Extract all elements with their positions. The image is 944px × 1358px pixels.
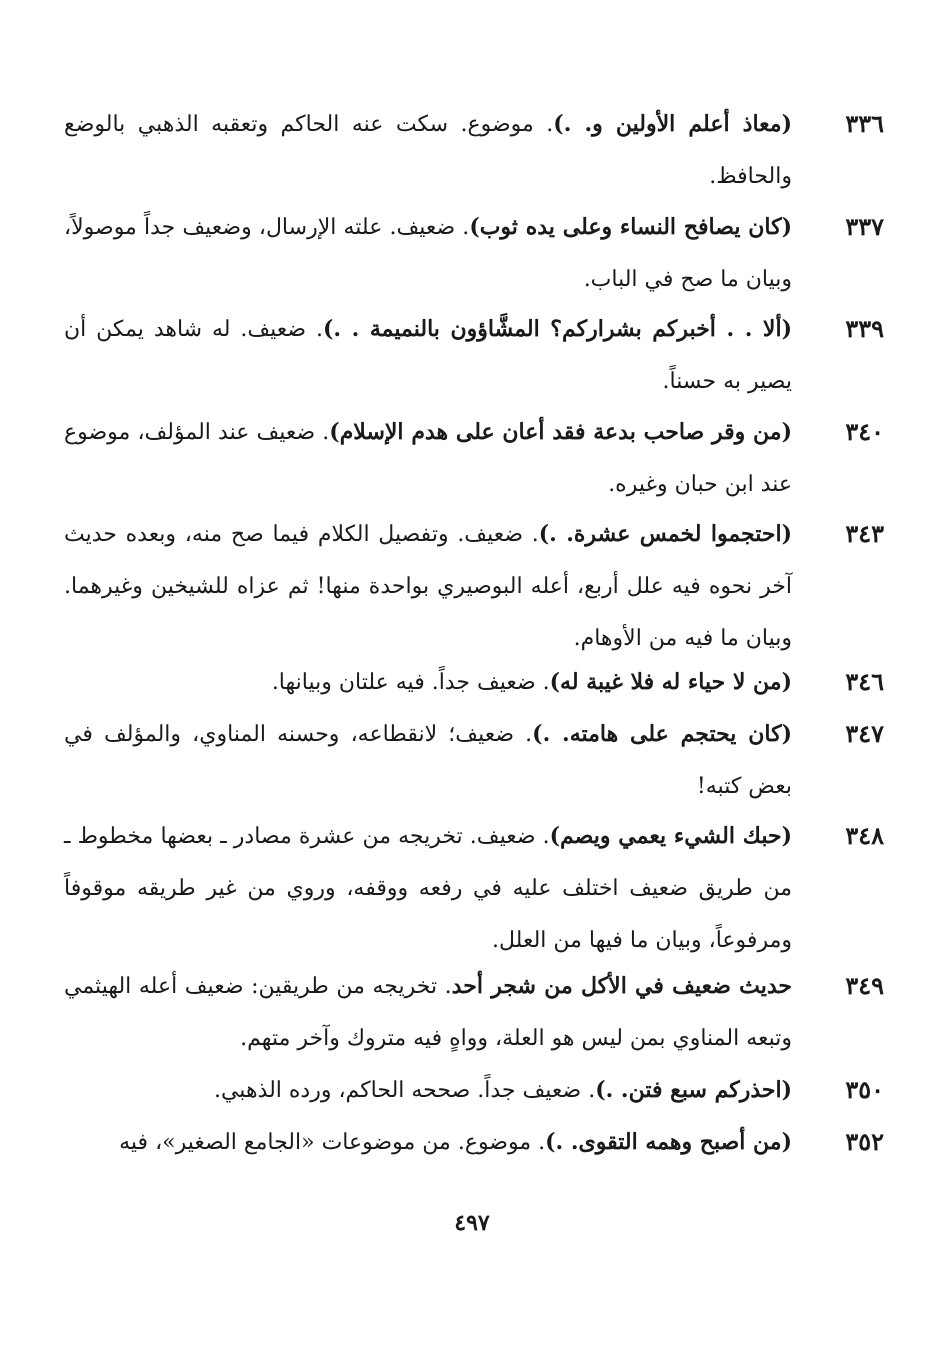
hadith-title: حديث ضعيف في الأكل من شجر أحد bbox=[451, 973, 793, 999]
hadith-ruling: . ضعيف جداً. صححه الحاكم، ورده الذهبي. bbox=[213, 1078, 596, 1103]
hadith-number: ٣٤٧ bbox=[845, 719, 884, 748]
hadith-title: (كان يحتجم على هامته. .) bbox=[532, 721, 792, 747]
entry-text bbox=[64, 810, 792, 967]
hadith-ruling: . موضوع. من موضوعات «الجامع الصغير»، فيه bbox=[119, 1130, 546, 1155]
entry-text bbox=[64, 656, 792, 709]
entry-text bbox=[64, 1064, 792, 1117]
hadith-ruling: . ضعيف عند المؤلف، موضوع عند ابن حبان وغيره. bbox=[64, 420, 792, 497]
entry-text bbox=[64, 406, 792, 511]
hadith-number: ٣٤٣ bbox=[845, 519, 884, 548]
hadith-title: (كان يصافح النساء وعلى يده ثوب) bbox=[469, 214, 793, 240]
hadith-number: ٣٤٠ bbox=[845, 417, 884, 446]
hadith-number: ٣٣٩ bbox=[845, 314, 884, 343]
hadith-ruling: . ضعيف جداً. فيه علتان وبيانها. bbox=[271, 670, 550, 695]
entry-text bbox=[64, 708, 792, 813]
hadith-title: (احتجموا لخمس عشرة. .) bbox=[538, 521, 792, 547]
hadith-ruling: . ضعيف. له شاهد يمكن أن يصير به حسناً. bbox=[64, 317, 792, 394]
hadith-ruling: . ضعيف. وتفصيل الكلام فيما صح منه، وبعده حديث آخر نحوه فيه علل أربع، أعله البوصيري بواحدة منها! ثم عزاه للشيخين وغيرهما. وبيان ما فيه من الأوهام. bbox=[64, 522, 792, 651]
hadith-title: (من أصبح وهمه التقوى. .) bbox=[545, 1129, 792, 1155]
entry-text bbox=[64, 960, 792, 1065]
hadith-ruling: . ضعيف. علته الإرسال، وضعيف جداً موصولاً، وبيان ما صح في الباب. bbox=[64, 215, 792, 292]
hadith-number: ٣٣٧ bbox=[845, 212, 884, 241]
hadith-number: ٣٤٦ bbox=[845, 667, 884, 696]
hadith-ruling: . ضعيف؛ لانقطاعه، وحسنه المناوي، والمؤلف في بعض كتبه! bbox=[64, 722, 792, 799]
hadith-number: ٣٤٨ bbox=[845, 821, 884, 850]
hadith-number: ٣٣٦ bbox=[845, 109, 884, 138]
entry-text bbox=[64, 1116, 792, 1169]
hadith-ruling: . تخريجه من طريقين: ضعيف أعله الهيثمي وتبعه المناوي بمن ليس هو العلة، وواهٍ فيه متروك وآخر متهم. bbox=[64, 974, 792, 1051]
hadith-title: (حبك الشيء يعمي ويصم) bbox=[549, 823, 792, 849]
hadith-title: (ألا . . أخبركم بشراركم؟ المشَّاؤون بالنميمة . .) bbox=[323, 316, 792, 342]
entry-text bbox=[64, 201, 792, 306]
hadith-number: ٣٥٠ bbox=[845, 1075, 884, 1104]
hadith-number: ٣٤٩ bbox=[845, 971, 884, 1000]
hadith-ruling: . موضوع. سكت عنه الحاكم وتعقبه الذهبي بالوضع والحافظ. bbox=[64, 112, 792, 189]
hadith-number: ٣٥٢ bbox=[845, 1127, 884, 1156]
hadith-title: (معاذ أعلم الأولين و. .) bbox=[553, 111, 792, 137]
hadith-title: (من وقر صاحب بدعة فقد أعان على هدم الإسلام) bbox=[329, 419, 792, 445]
entry-text bbox=[64, 98, 792, 203]
page-number: ٤٩٧ bbox=[454, 1210, 490, 1236]
hadith-title: (احذركم سبع فتن. .) bbox=[595, 1077, 792, 1103]
entry-text bbox=[64, 508, 792, 665]
hadith-title: (من لا حياء له فلا غيبة له) bbox=[549, 669, 792, 695]
hadith-ruling: . ضعيف. تخريجه من عشرة مصادر ـ بعضها مخطوط ـ من طريق ضعيف اختلف عليه في رفعه ووقفه، وروي من غير طريقه موقوفاً ومرفوعاً، وبيان ما فيها من العلل. bbox=[64, 824, 792, 953]
entry-text bbox=[64, 303, 792, 408]
